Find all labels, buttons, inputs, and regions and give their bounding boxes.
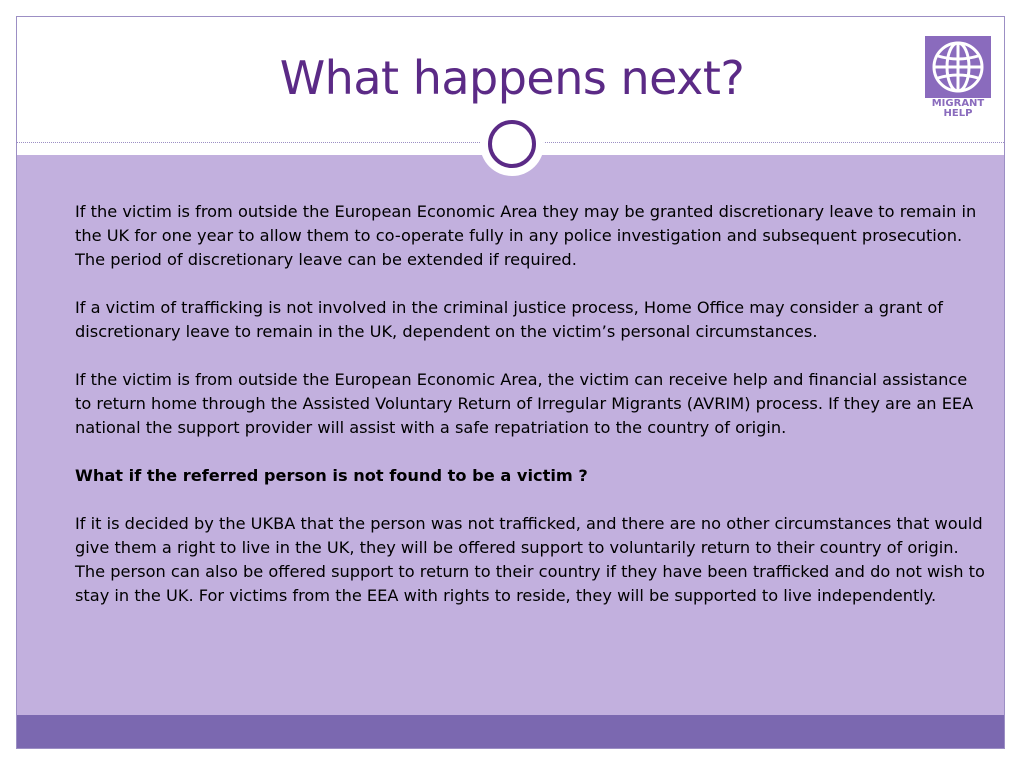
logo-box bbox=[925, 36, 991, 98]
paragraph: If it is decided by the UKBA that the person was not trafficked, and there are no other circumstances that would give them a right to live in the UK, they will be offered support to voluntarily return to their country of origin. The person can also be offered support to return to their country if they have been trafficked and do not wish to stay in the UK. For victims from the EEA with rights to reside, they will be supported to live independently. bbox=[75, 514, 985, 605]
logo-line-1: MIGRANT bbox=[931, 98, 985, 109]
footer-band bbox=[17, 715, 1004, 748]
paragraph: If a victim of trafficking is not involved in the criminal justice process, Home Office may consider a grant of discretionary leave to remain in the UK, dependent on the victim’s personal circumstances. bbox=[75, 298, 943, 341]
migrant-help-logo bbox=[923, 36, 993, 120]
section-heading: What if the referred person is not found to be a victim ? bbox=[75, 466, 588, 485]
circle-ornament bbox=[480, 112, 544, 176]
paragraph: If the victim is from outside the European Economic Area, the victim can receive help and financial assistance to return home through the Assisted Voluntary Return of Irregular Migrants (AVRIM) process. If they are an EEA national the support provider will assist with a safe repatriation to the country of origin. bbox=[75, 370, 974, 437]
slide-title: What happens next? bbox=[279, 51, 745, 105]
logo-text bbox=[923, 99, 993, 119]
paragraph: If the victim is from outside the European Economic Area they may be granted discretionary leave to remain in the UK for one year to allow them to co-operate fully in any police investigation and subsequent prosecution. The period of discretionary leave can be extended if required. bbox=[75, 202, 977, 269]
body-text bbox=[75, 200, 985, 632]
logo-line-2: HELP bbox=[943, 108, 973, 119]
globe-icon bbox=[925, 36, 991, 98]
